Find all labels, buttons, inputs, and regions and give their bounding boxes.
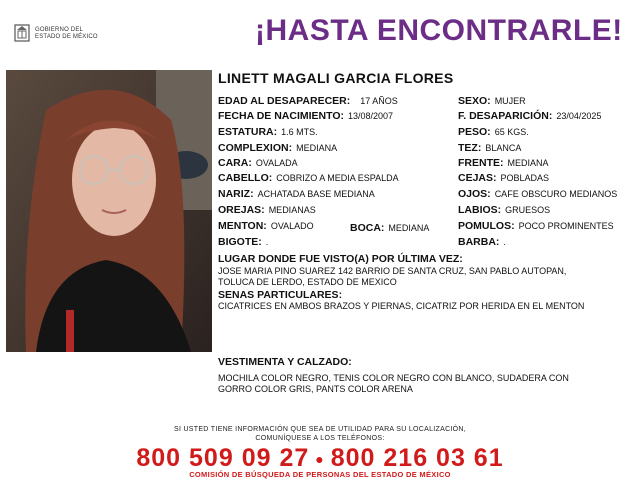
headline: ¡HASTA ENCONTRARLE! [255,14,623,47]
value-nacimiento: 13/08/2007 [348,111,394,121]
field-cejas [458,172,549,184]
senas-label: SENAS PARTICULARES: [218,289,343,301]
value-edad: 17 AÑOS [360,96,398,106]
field-nariz [218,188,375,200]
field-orejas [218,204,316,216]
label-complexion: COMPLEXION: [218,142,293,154]
label-peso: PESO: [458,126,491,138]
label-nacimiento: FECHA DE NACIMIENTO: [218,110,344,122]
info-line-2: COMUNÍQUESE A LOS TELÉFONOS: [255,435,385,442]
info-line-1: SI USTED TIENE INFORMACIÓN QUE SEA DE UTILIDAD PARA SU LOCALIZACIÓN, [173,426,467,433]
phone-numbers [0,444,640,473]
field-peso [458,126,529,138]
label-cejas: CEJAS: [458,172,497,184]
field-boca [350,222,429,234]
government-logo [12,22,122,48]
label-estatura: ESTATURA: [218,126,278,138]
value-cabello: COBRIZO A MEDIA ESPALDA [276,173,399,183]
field-tez [458,142,521,154]
label-sexo: SEXO: [458,95,491,107]
field-labios [458,204,550,216]
label-barba: BARBA: [458,236,500,248]
field-estatura [218,126,318,138]
value-orejas: MEDIANAS [268,205,316,215]
field-menton [218,220,314,232]
field-bigote [218,236,268,248]
footer-commission: COMISIÓN DE BÚSQUEDA DE PERSONAS DEL ESTADO DE MÉXICO [189,470,451,479]
vestimenta-label: VESTIMENTA Y CALZADO: [218,356,352,368]
label-edad: EDAD AL DESAPARECER: [218,95,351,107]
senas-text: CICATRICES EN AMBOS BRAZOS Y PIERNAS, CICATRIZ POR HERIDA EN EL MENTON [218,301,585,311]
value-cara: OVALADA [255,158,298,168]
label-menton: MENTON: [218,220,267,232]
field-barba [458,236,506,248]
lugar-label: LUGAR DONDE FUE VISTO(A) POR ÚLTIMA VEZ: [218,253,463,265]
value-nariz: ACHATADA BASE MEDIANA [257,189,375,199]
label-nariz: NARIZ: [218,188,254,200]
phone-2: 800 216 03 61 [330,444,504,472]
value-labios: GRUESOS [505,205,551,215]
field-frente [458,157,549,169]
field-pomulos [458,220,614,232]
value-peso: 65 KGS. [494,127,529,137]
lugar-text [218,266,566,288]
field-desaparicion [458,110,601,122]
vestimenta-line-1: MOCHILA COLOR NEGRO, TENIS COLOR NEGRO CON BLANCO, SUDADERA CON [218,373,569,383]
label-tez: TEZ: [458,142,482,154]
org-line-2: ESTADO DE MÉXICO [35,34,98,40]
label-labios: LABIOS: [458,204,502,216]
crest-icon [12,22,32,44]
lugar-line-1: JOSE MARIA PINO SUAREZ 142 BARRIO DE SANTA CRUZ, SAN PABLO AUTOPAN, [218,266,567,276]
label-ojos: OJOS: [458,188,491,200]
field-sexo [458,95,526,107]
bullet-icon: ● [315,451,325,468]
value-ojos: CAFE OBSCURO MEDIANOS [494,189,618,199]
value-desaparicion: 23/04/2025 [556,111,602,121]
label-orejas: OREJAS: [218,204,265,216]
value-tez: BLANCA [485,143,522,153]
field-cara [218,157,298,169]
lugar-line-2: TOLUCA DE LERDO, ESTADO DE MEXICO [218,277,397,287]
org-line-1: GOBIERNO DEL [35,27,84,33]
value-boca: MEDIANA [388,223,430,233]
label-bigote: BIGOTE: [218,236,262,248]
label-pomulos: POMULOS: [458,220,515,232]
value-complexion: MEDIANA [296,143,338,153]
field-complexion [218,142,337,154]
value-pomulos: POCO PROMINENTES [518,221,614,231]
field-edad [218,95,398,107]
vestimenta-line-2: GORRO COLOR GRIS, PANTS COLOR ARENA [218,384,413,394]
label-cabello: CABELLO: [218,172,273,184]
field-nacimiento [218,110,393,122]
contact-info [0,425,640,443]
value-bigote: . [265,237,269,247]
label-boca: BOCA: [350,222,385,234]
value-menton: OVALADO [270,221,314,231]
field-cabello [218,172,399,184]
value-cejas: POBLADAS [500,173,550,183]
value-sexo: MUJER [494,96,526,106]
label-desaparicion: F. DESAPARICIÓN: [458,110,553,122]
phone-1: 800 509 09 27 [136,444,310,472]
value-barba: . [503,237,506,247]
label-cara: CARA: [218,157,252,169]
vestimenta-text [218,373,569,395]
value-estatura: 1.6 MTS. [281,127,318,137]
person-name: LINETT MAGALI GARCIA FLORES [218,70,454,86]
person-photo [6,70,212,352]
label-frente: FRENTE: [458,157,504,169]
field-ojos [458,188,617,200]
government-name [35,27,98,41]
value-frente: MEDIANA [507,158,549,168]
